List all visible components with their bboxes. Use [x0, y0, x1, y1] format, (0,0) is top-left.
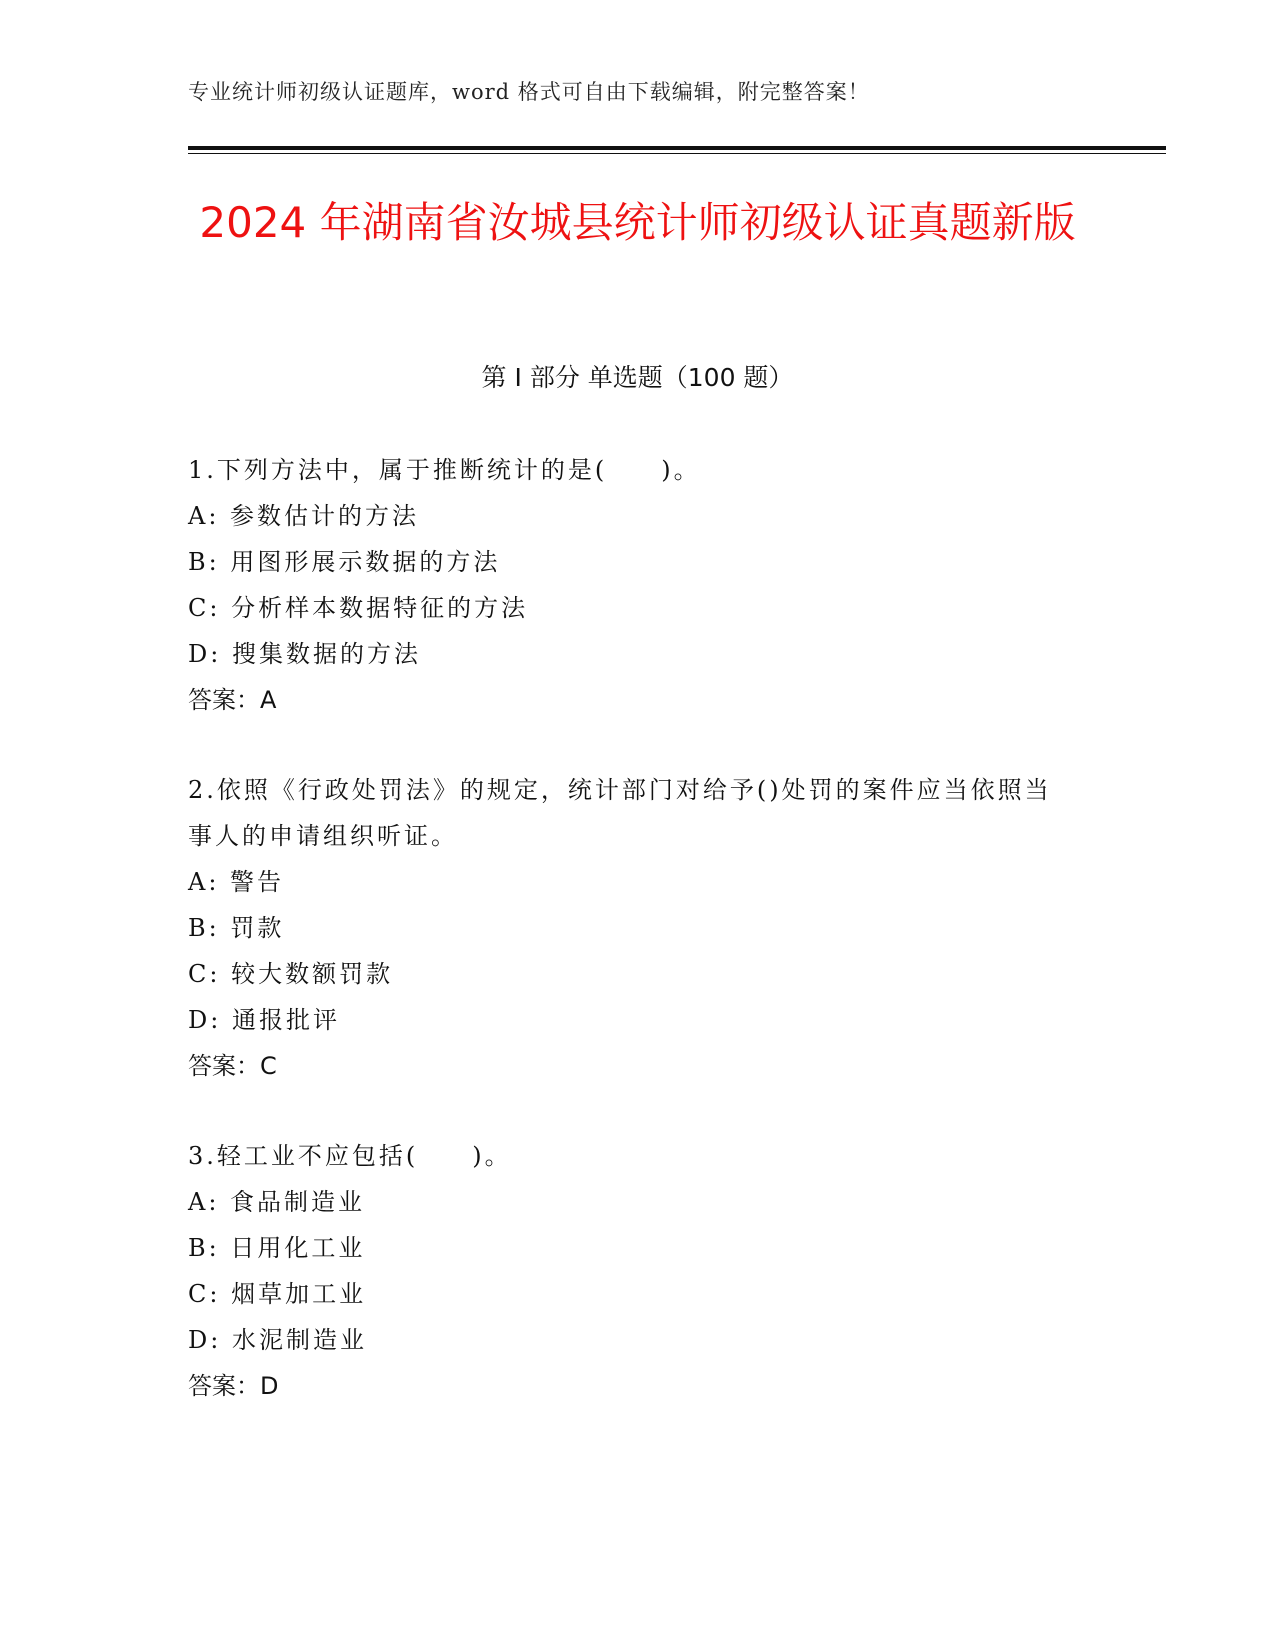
option-d: D: 通报批评: [188, 1006, 340, 1034]
option-c: C: 烟草加工业: [188, 1280, 367, 1308]
answer-line: 答案：D: [188, 1372, 279, 1400]
option-b: B: 罚款: [188, 914, 285, 942]
option-b: B: 日用化工业: [188, 1234, 366, 1262]
header-rule-thin: [188, 153, 1166, 154]
question-2: [188, 767, 1068, 1089]
header-rule-thick: [188, 146, 1166, 150]
document-title: 2024 年湖南省汝城县统计师初级认证真题新版: [199, 198, 1076, 247]
question-stem: 1.下列方法中，属于推断统计的是( )。: [188, 456, 701, 484]
question-1: [188, 447, 1068, 723]
question-stem: 2.依照《行政处罚法》的规定，统计部门对给予()处罚的案件应当依照当事人的申请组织听证。: [188, 776, 1052, 850]
answer-line: 答案：A: [188, 686, 277, 714]
option-c: C: 较大数额罚款: [188, 960, 394, 988]
option-d: D: 水泥制造业: [188, 1326, 367, 1354]
answer-line: 答案：C: [188, 1052, 277, 1080]
option-a: A: 食品制造业: [188, 1188, 366, 1216]
option-a: A: 参数估计的方法: [188, 502, 420, 530]
option-d: D: 搜集数据的方法: [188, 640, 421, 668]
question-3: [188, 1133, 1068, 1409]
section-heading: 第 I 部分 单选题（100 题）: [481, 363, 794, 392]
option-c: C: 分析样本数据特征的方法: [188, 594, 529, 622]
header-note: 专业统计师初级认证题库，word 格式可自由下载编辑，附完整答案！: [188, 80, 870, 104]
option-b: B: 用图形展示数据的方法: [188, 548, 501, 576]
question-list: [188, 447, 1068, 1453]
question-stem: 3.轻工业不应包括( )。: [188, 1142, 512, 1170]
option-a: A: 警告: [188, 868, 285, 896]
